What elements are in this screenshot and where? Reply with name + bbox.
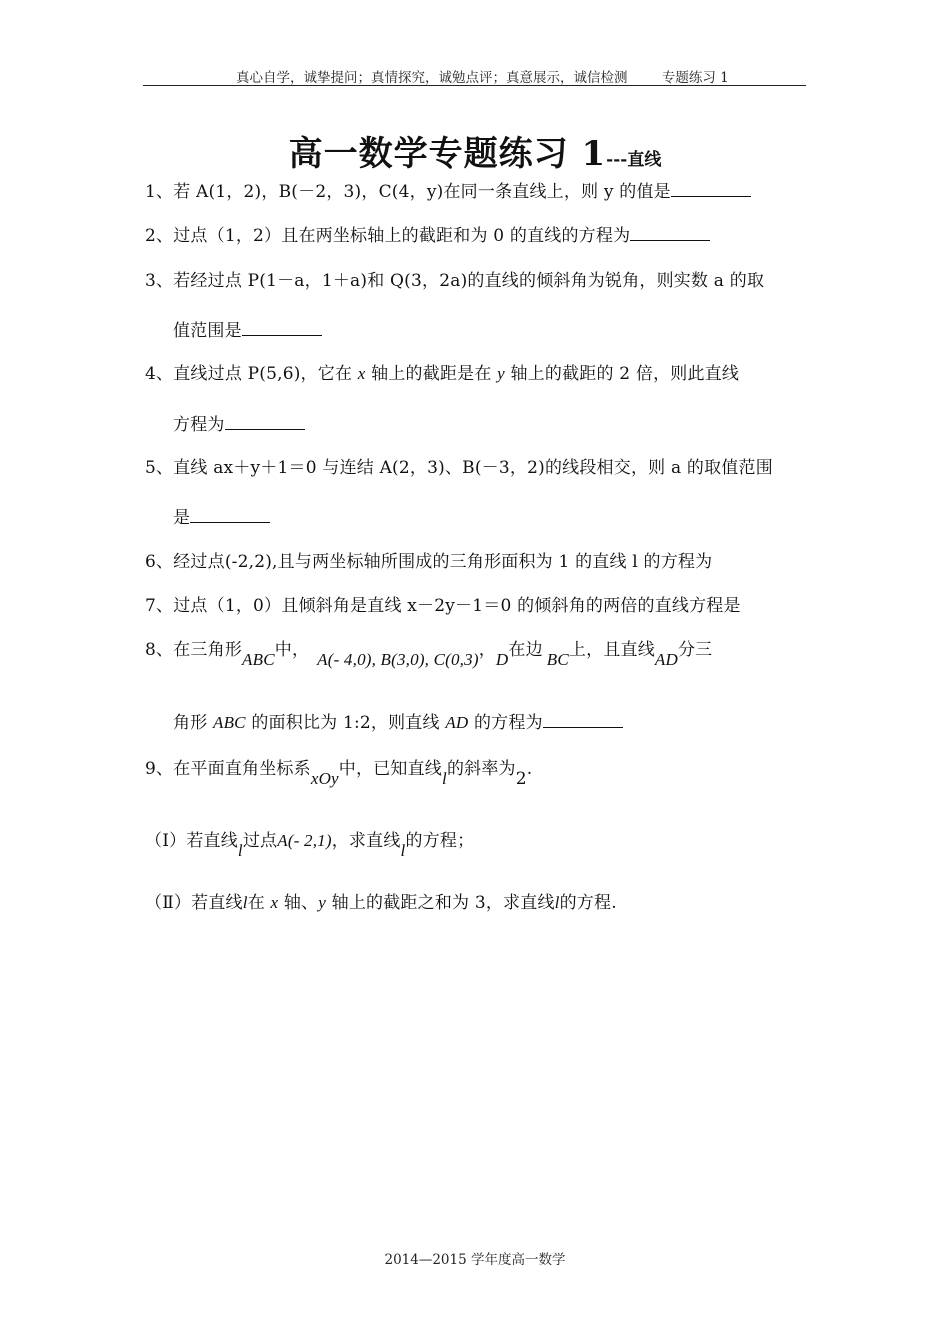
math-l: l	[242, 893, 248, 912]
question-8-c5: 的方程为	[468, 713, 543, 733]
question-8-c3: 的面积比为 1:2，则直线	[245, 713, 446, 733]
question-4-post: 轴上的截距的 2 倍，则此直线	[504, 364, 740, 384]
answer-blank	[543, 713, 623, 728]
question-8-p6: 分三	[677, 640, 713, 660]
page-header	[236, 66, 729, 86]
question-8-p2: 中，	[274, 640, 310, 660]
header-rule	[143, 85, 806, 86]
part-1-p4: 的方程；	[405, 831, 475, 851]
question-4-pre: 4、直线过点 P(5,6)，它在	[145, 364, 358, 384]
var-y: y	[318, 893, 327, 912]
math-l: l	[237, 841, 243, 860]
question-9-p2: 中，已知直线	[338, 759, 442, 779]
math-l: l	[442, 769, 447, 788]
page-footer: 2014—2015 学年度高一数学	[384, 1252, 566, 1268]
question-8-p1: 8、在三角形	[145, 640, 243, 660]
math-points: A(- 4,0), B(3,0), C(0,3)	[317, 650, 479, 669]
math-two: 2	[515, 769, 527, 789]
part-2-p3: 轴、	[278, 893, 319, 913]
var-x: x	[270, 893, 279, 912]
math-abc-2: ABC	[213, 713, 246, 732]
question-9-p3: 的斜率为	[446, 759, 516, 779]
question-8-p5: 上，且直线	[568, 640, 655, 660]
question-8-c1: 角形	[173, 713, 214, 733]
question-9-p1: 9、在平面直角坐标系	[145, 759, 311, 779]
question-9-p4: .	[526, 759, 533, 779]
part-2-p2: 在	[247, 893, 271, 913]
question-3-text: 3、若经过点 P(1－a，1＋a)和 Q(3，2a)的直线的倾斜角为锐角，则实数 a 的取	[145, 271, 765, 291]
answer-blank	[630, 226, 710, 241]
header-motto: 真心自学，诚挚提问；真情探究，诚勉点评；真意展示，诚信检测	[236, 70, 628, 86]
math-point-a: A(- 2,1)	[277, 831, 332, 850]
part-1-p2: 过点	[242, 831, 278, 851]
question-3	[145, 266, 764, 291]
page-title	[0, 126, 950, 175]
question-8	[145, 635, 713, 669]
question-4-cont-text: 方程为	[173, 415, 225, 435]
question-6	[145, 547, 712, 572]
question-3-cont-text: 值范围是	[173, 321, 242, 341]
question-4	[145, 359, 739, 384]
question-8-p4: 在边	[508, 640, 543, 660]
math-ad: AD	[654, 650, 678, 669]
question-9-part-2	[145, 888, 617, 913]
answer-blank	[671, 182, 751, 197]
question-8-cont	[173, 708, 623, 733]
question-1-text: 1、若 A(1，2)，B(－2，3)，C(4，y)在同一条直线上，则 y 的值是	[145, 182, 671, 202]
title-main: 高一数学专题练习 1	[288, 134, 607, 174]
header-tag: 专题练习 1	[661, 70, 729, 86]
question-5-text: 5、直线 ax＋y＋1＝0 与连结 A(2，3)、B(－3，2)的线段相交，则 a 的取值范围	[145, 458, 773, 478]
math-l: l	[554, 893, 560, 912]
part-1-p1: （Ⅰ）若直线	[145, 831, 238, 851]
question-7-text: 7、过点（1，0）且倾斜角是直线 x－2y－1＝0 的倾斜角的两倍的直线方程是	[145, 596, 741, 616]
answer-blank	[242, 321, 322, 336]
question-7	[145, 591, 741, 616]
question-3-cont	[173, 316, 322, 341]
question-2	[145, 221, 710, 246]
question-4-mid: 轴上的截距是在	[365, 364, 498, 384]
question-2-text: 2、过点（1，2）且在两坐标轴上的截距和为 0 的直线的方程为	[145, 226, 631, 246]
part-2-p4: 轴上的截距之和为 3，求直线	[326, 893, 555, 913]
part-1-p3: ，求直线	[331, 831, 401, 851]
question-9-part-1	[145, 826, 475, 860]
math-xoy: xOy	[310, 769, 339, 788]
math-bc: BC	[546, 650, 569, 669]
var-x: x	[357, 364, 366, 383]
question-5-cont	[173, 503, 270, 528]
part-2-p1: （Ⅱ）若直线	[145, 893, 243, 913]
title-sub: ---直线	[606, 150, 662, 170]
question-1	[145, 177, 751, 202]
answer-blank	[190, 508, 270, 523]
math-l: l	[400, 841, 406, 860]
part-2-p5: 的方程.	[559, 893, 617, 913]
question-5-cont-text: 是	[173, 508, 191, 528]
var-y: y	[497, 364, 505, 383]
question-6-text: 6、经过点(-2,2),且与两坐标轴所围成的三角形面积为 1 的直线 l 的方程为	[145, 552, 713, 572]
question-4-cont	[173, 410, 305, 435]
answer-blank	[225, 415, 305, 430]
question-8-p3: ，	[478, 640, 496, 660]
math-ad-2: AD	[445, 713, 469, 732]
math-d: D	[495, 650, 509, 669]
question-5	[145, 453, 773, 478]
math-abc: ABC	[242, 650, 275, 669]
question-9	[145, 754, 533, 789]
